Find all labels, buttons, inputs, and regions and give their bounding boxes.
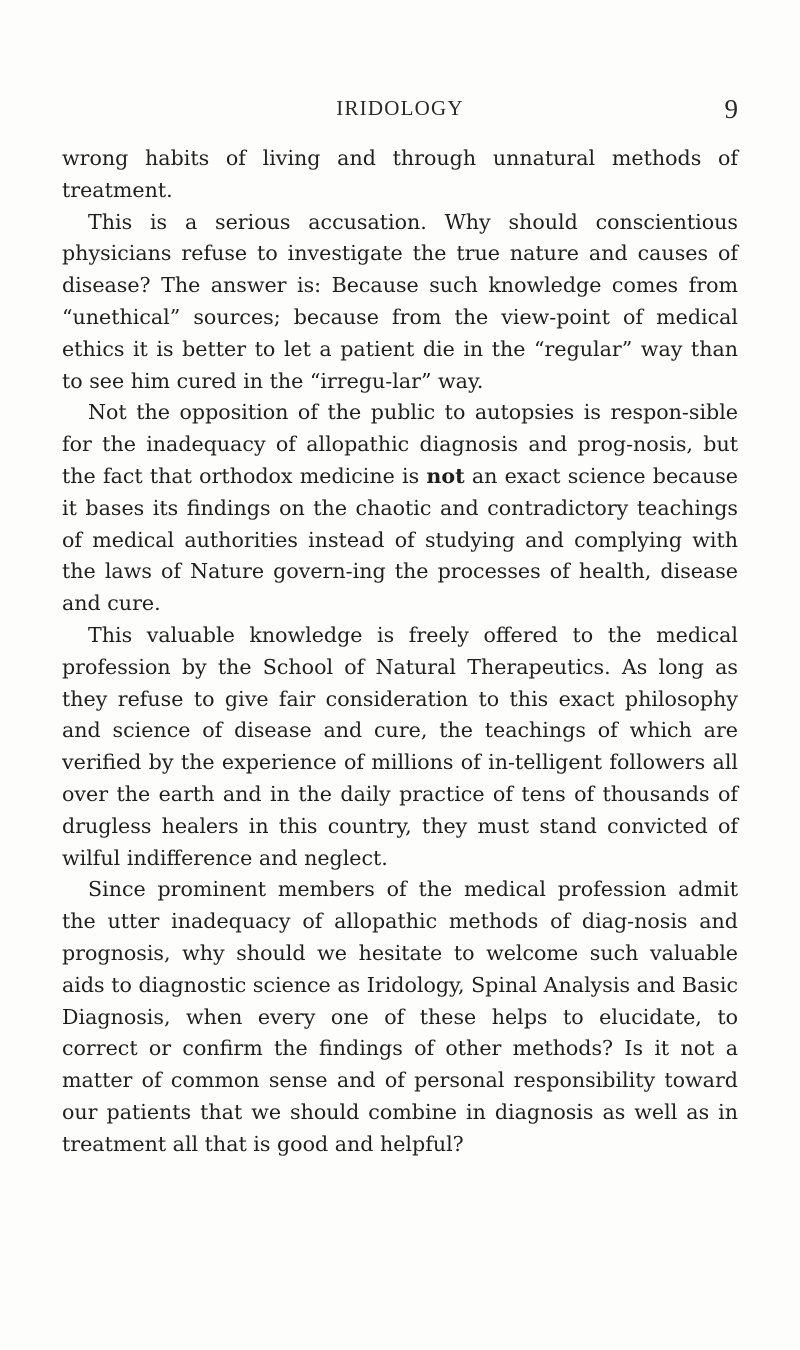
paragraph-2: This is a serious accusation. Why should conscientious physicians refuse to investigate the true nature and causes of disease? The answer is: Because such knowledge comes from “unethical” sources; because from the view-point of medical ethics it is better to let a patient die in the “regular” way than to see him cured in the “irregu-lar” way. [62, 209, 738, 393]
paragraph-3-before: Not the opposition of the public to autopsies is respon-sible for the inadequacy of allopathic diagnosis and prog-nosis, but the fact that orthodox medicine is [62, 400, 738, 488]
body-text [62, 143, 738, 1161]
running-title: IRIDOLOGY [336, 96, 464, 120]
paragraph-3 [62, 397, 738, 620]
paragraph-4: This valuable knowledge is freely offered to the medical profession by the School of Natural Therapeutics. As long as they refuse to give fair consideration to this exact philosophy and science of disease and cure, the teachings of which are verified by the experience of millions of in-telligent followers all over the earth and in the daily practice of tens of thousands of drugless healers in this country, they must stand convicted of wilful indifference and neglect. [62, 622, 738, 870]
paragraph-5: Since prominent members of the medical profession admit the utter inadequacy of allopathic methods of diag-nosis and prognosis, why should we hesitate to welcome such valuable aids to diagnostic science as Iridology, Spinal Analysis and Basic Diagnosis, when every one of these helps to elucidate, to correct or confirm the findings of other methods? Is it not a matter of common sense and of personal responsibility toward our patients that we should combine in diagnosis as well as in treatment all that is good and helpful? [62, 877, 738, 1156]
paragraph-1: wrong habits of living and through unnatural methods of treatment. [62, 146, 738, 202]
page-number: 9 [724, 94, 738, 124]
paragraph-3-emphasis: not [426, 463, 465, 488]
paragraph-3-after: an exact science because it bases its findings on the chaotic and contradictory teachings of medical authorities instead of studying and complying with the laws of Nature govern-ing the processes of health, disease and cure. [62, 463, 738, 616]
running-head [62, 96, 738, 126]
